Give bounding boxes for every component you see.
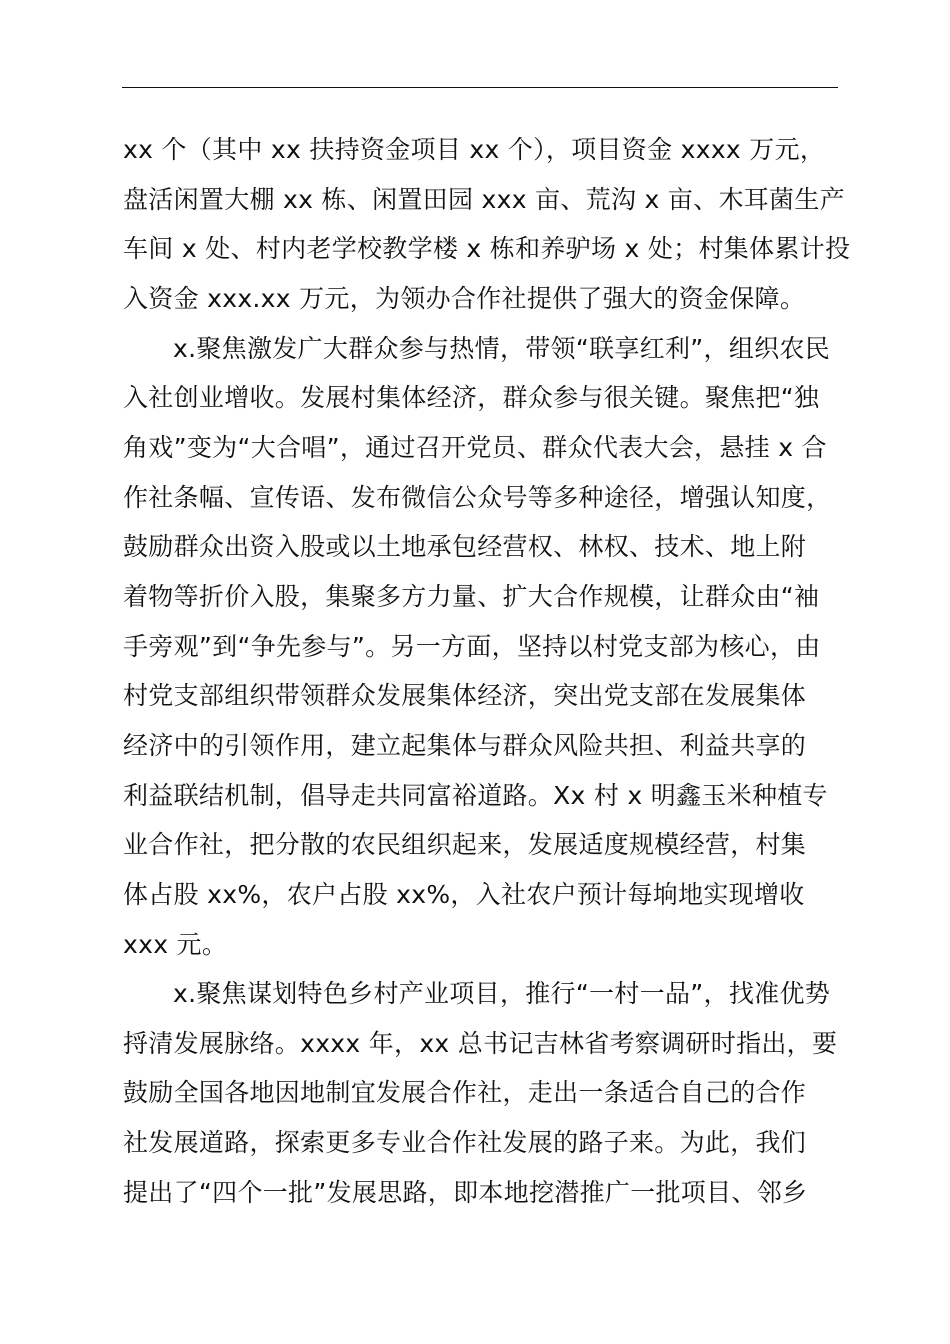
text-line: 手旁观”到“争先参与”。另一方面，坚持以村党支部为核心，由 [123,632,821,661]
text-line: 利益联结机制，倡导走共同富裕道路。Xx 村 x 明鑫玉米种植专 [123,781,828,810]
text-line: 着物等折价入股，集聚多方力量、扩大合作规模，让群众由“袖 [123,582,820,611]
text-line: xxx 元。 [123,930,228,959]
text-line: 鼓励群众出资入股或以土地承包经营权、林权、技术、地上附 [123,532,807,561]
paragraph-first-line: x.聚焦谋划特色乡村产业项目，推行“一村一品”，找准优势 [173,979,831,1008]
text-line: 作社条幅、宣传语、发布微信公众号等多种途径，增强认知度， [123,483,832,512]
text-line: 入资金 xxx.xx 万元，为领办合作社提供了强大的资金保障。 [123,284,806,313]
header-rule [122,87,838,88]
text-line: 体占股 xx%，农户占股 xx%，入社农户预计每垧地实现增收 [123,880,805,909]
paragraph-first-line: x.聚焦激发广大群众参与热情，带领“联享红利”，组织农民 [173,334,831,363]
text-line: 村党支部组织带领群众发展集体经济，突出党支部在发展集体 [123,681,807,710]
text-line: 社发展道路，探索更多专业合作社发展的路子来。为此，我们 [123,1128,807,1157]
text-line: 角戏”变为“大合唱”，通过召开党员、群众代表大会，悬挂 x 合 [123,433,827,462]
text-line: 鼓励全国各地因地制宜发展合作社，走出一条适合自己的合作 [123,1078,807,1107]
text-line: 业合作社，把分散的农民组织起来，发展适度规模经营，村集 [123,830,807,859]
text-line: 提出了“四个一批”发展思路，即本地挖潜推广一批项目、邻乡 [123,1178,808,1207]
text-line: 捋清发展脉络。xxxx 年，xx 总书记吉林省考察调研时指出，要 [123,1029,838,1058]
text-line: xx 个（其中 xx 扶持资金项目 xx 个），项目资金 xxxx 万元， [123,135,826,164]
text-line: 入社创业增收。发展村集体经济，群众参与很关键。聚焦把“独 [123,383,820,412]
text-line: 盘活闲置大棚 xx 栋、闲置田园 xxx 亩、荒沟 x 亩、木耳菌生产 [123,185,845,214]
text-line: 经济中的引领作用，建立起集体与群众风险共担、利益共享的 [123,731,807,760]
text-line: 车间 x 处、村内老学校教学楼 x 栋和养驴场 x 处；村集体累计投 [123,234,851,263]
